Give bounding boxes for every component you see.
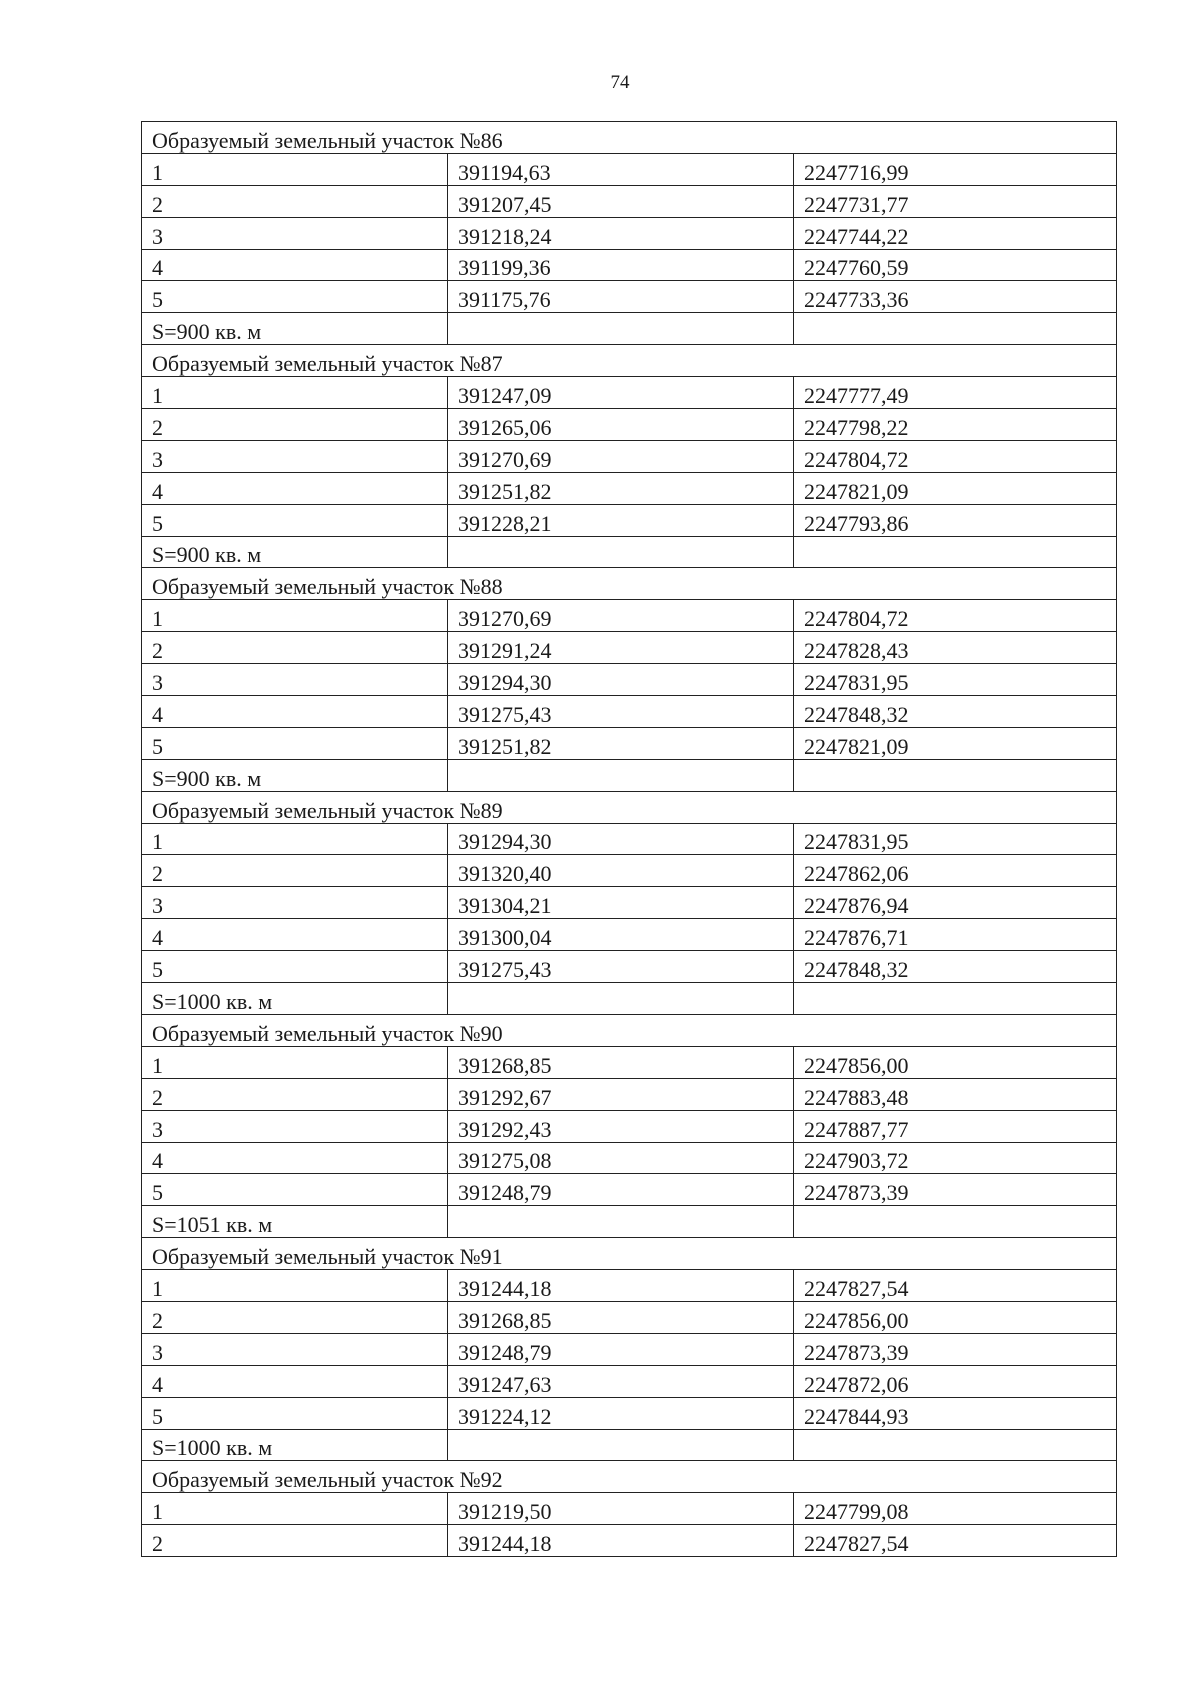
empty-cell <box>448 759 794 791</box>
point-row <box>142 377 1117 409</box>
x-coordinate: 391275,08 <box>448 1142 794 1174</box>
x-coordinate: 391320,40 <box>448 855 794 887</box>
y-coordinate: 2247887,77 <box>794 1110 1117 1142</box>
point-number: 5 <box>142 1174 448 1206</box>
x-coordinate: 391228,21 <box>448 504 794 536</box>
point-row <box>142 440 1117 472</box>
x-coordinate: 391218,24 <box>448 217 794 249</box>
plot-area: S=900 кв. м <box>142 313 448 345</box>
point-row <box>142 696 1117 728</box>
x-coordinate: 391268,85 <box>448 1046 794 1078</box>
y-coordinate: 2247848,32 <box>794 951 1117 983</box>
plot-title: Образуемый земельный участок №92 <box>142 1461 1117 1493</box>
empty-cell <box>794 1206 1117 1238</box>
y-coordinate: 2247804,72 <box>794 440 1117 472</box>
point-number: 4 <box>142 472 448 504</box>
x-coordinate: 391251,82 <box>448 472 794 504</box>
point-number: 3 <box>142 1110 448 1142</box>
point-number: 1 <box>142 377 448 409</box>
y-coordinate: 2247856,00 <box>794 1301 1117 1333</box>
area-row <box>142 536 1117 568</box>
area-row <box>142 759 1117 791</box>
y-coordinate: 2247716,99 <box>794 153 1117 185</box>
point-row <box>142 727 1117 759</box>
x-coordinate: 391300,04 <box>448 919 794 951</box>
point-number: 3 <box>142 1333 448 1365</box>
point-row <box>142 887 1117 919</box>
point-number: 2 <box>142 1078 448 1110</box>
point-row <box>142 1270 1117 1302</box>
y-coordinate: 2247804,72 <box>794 600 1117 632</box>
y-coordinate: 2247903,72 <box>794 1142 1117 1174</box>
point-number: 2 <box>142 409 448 441</box>
area-row <box>142 1206 1117 1238</box>
point-number: 5 <box>142 1397 448 1429</box>
x-coordinate: 391270,69 <box>448 600 794 632</box>
point-row <box>142 632 1117 664</box>
y-coordinate: 2247821,09 <box>794 727 1117 759</box>
point-number: 1 <box>142 600 448 632</box>
empty-cell <box>794 759 1117 791</box>
x-coordinate: 391275,43 <box>448 951 794 983</box>
point-number: 1 <box>142 823 448 855</box>
point-row <box>142 217 1117 249</box>
point-row <box>142 185 1117 217</box>
point-number: 2 <box>142 1301 448 1333</box>
y-coordinate: 2247733,36 <box>794 281 1117 313</box>
area-row <box>142 1429 1117 1461</box>
x-coordinate: 391251,82 <box>448 727 794 759</box>
y-coordinate: 2247731,77 <box>794 185 1117 217</box>
point-row <box>142 1365 1117 1397</box>
plot-title-row <box>142 122 1117 154</box>
point-row <box>142 409 1117 441</box>
x-coordinate: 391199,36 <box>448 249 794 281</box>
point-number: 3 <box>142 217 448 249</box>
point-number: 3 <box>142 440 448 472</box>
point-row <box>142 281 1117 313</box>
point-number: 5 <box>142 951 448 983</box>
x-coordinate: 391292,67 <box>448 1078 794 1110</box>
x-coordinate: 391247,63 <box>448 1365 794 1397</box>
y-coordinate: 2247873,39 <box>794 1174 1117 1206</box>
y-coordinate: 2247760,59 <box>794 249 1117 281</box>
x-coordinate: 391291,24 <box>448 632 794 664</box>
y-coordinate: 2247862,06 <box>794 855 1117 887</box>
point-row <box>142 1301 1117 1333</box>
plot-area: S=900 кв. м <box>142 536 448 568</box>
x-coordinate: 391270,69 <box>448 440 794 472</box>
point-number: 1 <box>142 1493 448 1525</box>
point-number: 4 <box>142 919 448 951</box>
x-coordinate: 391194,63 <box>448 153 794 185</box>
point-row <box>142 664 1117 696</box>
y-coordinate: 2247883,48 <box>794 1078 1117 1110</box>
plot-title: Образуемый земельный участок №87 <box>142 345 1117 377</box>
y-coordinate: 2247856,00 <box>794 1046 1117 1078</box>
plot-area: S=1000 кв. м <box>142 983 448 1015</box>
point-number: 3 <box>142 664 448 696</box>
plot-title-row <box>142 345 1117 377</box>
point-row <box>142 855 1117 887</box>
point-number: 2 <box>142 632 448 664</box>
empty-cell <box>448 983 794 1015</box>
page-number: 74 <box>610 72 630 93</box>
point-row <box>142 1525 1117 1557</box>
y-coordinate: 2247848,32 <box>794 696 1117 728</box>
y-coordinate: 2247799,08 <box>794 1493 1117 1525</box>
x-coordinate: 391294,30 <box>448 823 794 855</box>
x-coordinate: 391294,30 <box>448 664 794 696</box>
point-row <box>142 600 1117 632</box>
x-coordinate: 391248,79 <box>448 1174 794 1206</box>
x-coordinate: 391247,09 <box>448 377 794 409</box>
point-row <box>142 1142 1117 1174</box>
point-row <box>142 1397 1117 1429</box>
x-coordinate: 391292,43 <box>448 1110 794 1142</box>
point-row <box>142 1078 1117 1110</box>
point-number: 2 <box>142 855 448 887</box>
y-coordinate: 2247827,54 <box>794 1270 1117 1302</box>
y-coordinate: 2247744,22 <box>794 217 1117 249</box>
point-number: 4 <box>142 1365 448 1397</box>
point-number: 1 <box>142 1046 448 1078</box>
point-number: 1 <box>142 1270 448 1302</box>
area-row <box>142 313 1117 345</box>
x-coordinate: 391224,12 <box>448 1397 794 1429</box>
x-coordinate: 391207,45 <box>448 185 794 217</box>
x-coordinate: 391244,18 <box>448 1270 794 1302</box>
point-number: 4 <box>142 249 448 281</box>
empty-cell <box>794 536 1117 568</box>
plot-area: S=1051 кв. м <box>142 1206 448 1238</box>
point-number: 2 <box>142 1525 448 1557</box>
x-coordinate: 391219,50 <box>448 1493 794 1525</box>
point-row <box>142 919 1117 951</box>
empty-cell <box>448 1429 794 1461</box>
y-coordinate: 2247798,22 <box>794 409 1117 441</box>
point-row <box>142 504 1117 536</box>
plot-title-row <box>142 1461 1117 1493</box>
point-row <box>142 472 1117 504</box>
point-row <box>142 153 1117 185</box>
empty-cell <box>794 983 1117 1015</box>
y-coordinate: 2247876,71 <box>794 919 1117 951</box>
x-coordinate: 391304,21 <box>448 887 794 919</box>
plot-area: S=900 кв. м <box>142 759 448 791</box>
point-number: 1 <box>142 153 448 185</box>
area-row <box>142 983 1117 1015</box>
coordinates-table <box>141 121 1117 1557</box>
y-coordinate: 2247827,54 <box>794 1525 1117 1557</box>
point-number: 4 <box>142 696 448 728</box>
point-number: 5 <box>142 727 448 759</box>
x-coordinate: 391268,85 <box>448 1301 794 1333</box>
x-coordinate: 391175,76 <box>448 281 794 313</box>
plot-title-row <box>142 791 1117 823</box>
y-coordinate: 2247831,95 <box>794 664 1117 696</box>
y-coordinate: 2247872,06 <box>794 1365 1117 1397</box>
point-number: 2 <box>142 185 448 217</box>
point-row <box>142 1110 1117 1142</box>
point-row <box>142 1046 1117 1078</box>
point-row <box>142 1333 1117 1365</box>
plot-title: Образуемый земельный участок №86 <box>142 122 1117 154</box>
x-coordinate: 391248,79 <box>448 1333 794 1365</box>
empty-cell <box>448 536 794 568</box>
point-number: 5 <box>142 281 448 313</box>
y-coordinate: 2247844,93 <box>794 1397 1117 1429</box>
plot-title-row <box>142 1238 1117 1270</box>
empty-cell <box>448 313 794 345</box>
point-row <box>142 1174 1117 1206</box>
point-number: 5 <box>142 504 448 536</box>
point-row <box>142 823 1117 855</box>
point-number: 4 <box>142 1142 448 1174</box>
point-row <box>142 1493 1117 1525</box>
y-coordinate: 2247876,94 <box>794 887 1117 919</box>
plot-title: Образуемый земельный участок №91 <box>142 1238 1117 1270</box>
point-number: 3 <box>142 887 448 919</box>
plot-title-row <box>142 1014 1117 1046</box>
y-coordinate: 2247821,09 <box>794 472 1117 504</box>
y-coordinate: 2247793,86 <box>794 504 1117 536</box>
empty-cell <box>448 1206 794 1238</box>
y-coordinate: 2247828,43 <box>794 632 1117 664</box>
x-coordinate: 391265,06 <box>448 409 794 441</box>
y-coordinate: 2247873,39 <box>794 1333 1117 1365</box>
x-coordinate: 391244,18 <box>448 1525 794 1557</box>
y-coordinate: 2247831,95 <box>794 823 1117 855</box>
y-coordinate: 2247777,49 <box>794 377 1117 409</box>
plot-title-row <box>142 568 1117 600</box>
point-row <box>142 951 1117 983</box>
empty-cell <box>794 313 1117 345</box>
plot-area: S=1000 кв. м <box>142 1429 448 1461</box>
plot-title: Образуемый земельный участок №88 <box>142 568 1117 600</box>
plot-title: Образуемый земельный участок №90 <box>142 1014 1117 1046</box>
point-row <box>142 249 1117 281</box>
plot-title: Образуемый земельный участок №89 <box>142 791 1117 823</box>
empty-cell <box>794 1429 1117 1461</box>
x-coordinate: 391275,43 <box>448 696 794 728</box>
